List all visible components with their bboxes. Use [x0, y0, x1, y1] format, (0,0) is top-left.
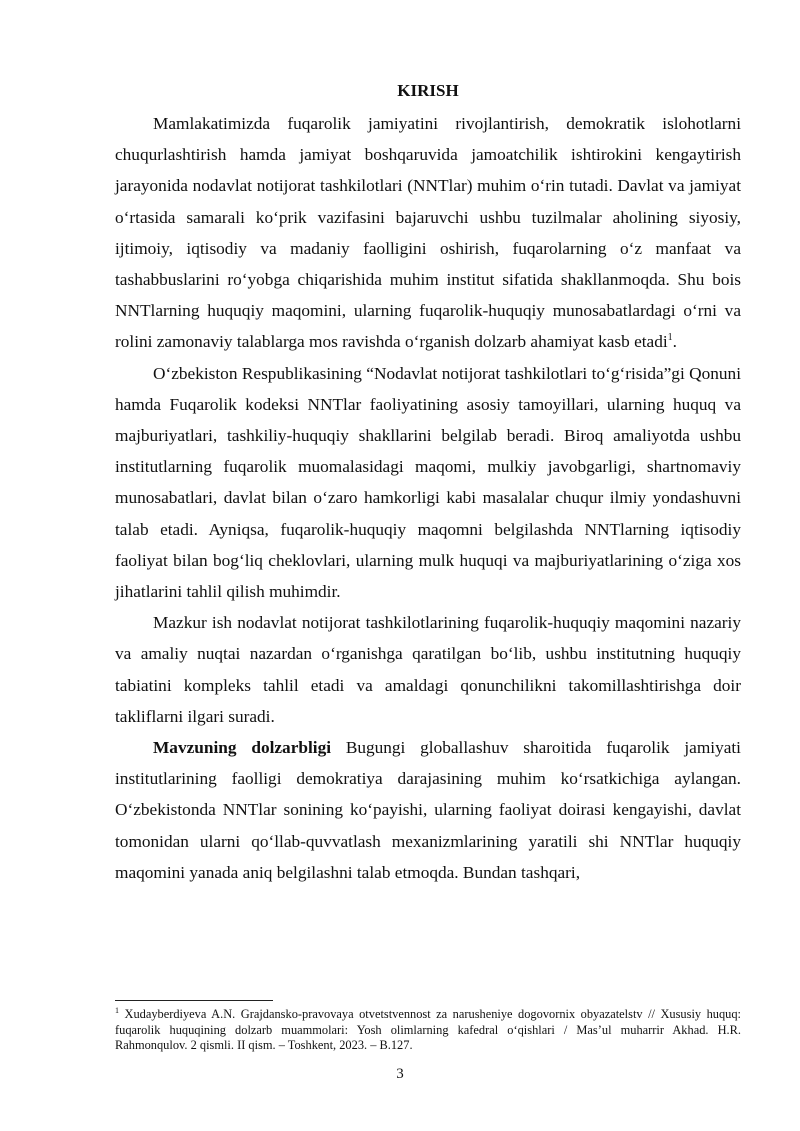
page-number: 3 [396, 1066, 404, 1082]
paragraph-intro [115, 108, 741, 358]
paragraph-purpose-text: Mazkur ish nodavlat notijorat tashkilotlarining fuqarolik-huquqiy maqomini nazariy va amaliy nuqtai nazardan o‘rganishga qaratilgan bo‘lib, ushbu institutning huquqiy tabiatini kompleks tahlil etadi va amaldagi qonunchilikni takomillashtirishga doir takliflarni ilgari suradi. [115, 613, 741, 726]
paragraph-intro-tail: . [672, 332, 677, 352]
paragraph-relevance-lead: Mavzuning dolzarbligi [153, 738, 332, 758]
section-heading: KIRISH [397, 81, 459, 100]
footnote-separator [115, 1000, 273, 1001]
paragraph-legislation-text: O‘zbekiston Respublikasining “Nodavlat notijorat tashkilotlari to‘g‘risida”gi Qonuni hamda Fuqarolik kodeksi NNTlar faoliyatining asosiy tamoyillari, ularning huquq va majburiyatlari, tashkiliy-huquqiy shakllarini belgilab beradi. Biroq amaliyotda ushbu institutlarning fuqarolik muomalasidagi maqomi, mulkiy javobgarligi, shartnomaviy munosabatlari, davlat bilan o‘zaro hamkorligi kabi masalalar chuqur ilmiy yondashuvni talab etadi. Ayniqsa, fuqarolik-huquqiy maqomni belgilashda NNTlarning iqtisodiy faoliyat bilan bog‘liq cheklovlari, ularning mulk huquqi va majburiyatlarining o‘ziga xos jihatlarini tahlil qilish muhimdir. [115, 363, 741, 602]
paragraph-relevance-text: Bugungi globallashuv sharoitida fuqarolik jamiyati institutlarining faolligi demokratiya darajasining muhim ko‘rsatkichiga aylangan. O‘zbekistonda NNTlar sonining ko‘payishi, ularning faoliyat doirasi kengayishi, davlat tomonidan ularni qo‘llab-quvvatlash mexanizmlarining yaratili shi NNTlar huquqiy maqomini yanada aniq belgilashni talab etmoqda. Bundan tashqari, [115, 738, 741, 882]
footnote-text: Xudayberdiyeva A.N. Grajdansko-pravovaya otvetstvennost za narusheniye dogovornix obyazatelstv // Xususiy huquq: fuqarolik huquqining dolzarb muammolari: Yosh olimlarning kafedral o‘qishlari / Mas’ul muharrir Akhad. H.R. Rahmonqulov. 2 qismli. II qism. – Toshkent, 2023. – B.127. [115, 1007, 741, 1053]
footnote [115, 1007, 741, 1054]
paragraph-legislation [115, 358, 741, 608]
paragraph-purpose [115, 607, 741, 732]
footnote-reference[interactable]: 1 [667, 332, 673, 344]
document-body [115, 76, 741, 888]
footnote-marker: 1 [115, 1005, 119, 1015]
paragraph-relevance [115, 732, 741, 888]
paragraph-intro-text: Mamlakatimizda fuqarolik jamiyatini rivojlantirish, demokratik islohotlarni chuqurlashtirish hamda jamiyat boshqaruvida jamoatchilik ishtirokini kengaytirish jarayonida nodavlat notijorat tashkilotlari (NNTlar) muhim o‘rin tutadi. Davlat va jamiyat o‘rtasida samarali ko‘prik vazifasini bajaruvchi ushbu tuzilmalar aholining siyosiy, ijtimoiy, iqtisodiy va madaniy faolligini oshirish, fuqarolarning o‘z manfaat va tashabbuslarini ro‘yobga chiqarishida muhim institut sifatida shakllanmoqda. Shu bois NNTlarning huquqiy maqomini, ularning fuqarolik-huquqiy munosabatlardagi o‘rni va rolini zamonaviy talablarga mos ravishda o‘rganish dolzarb ahamiyat kasb etadi [115, 114, 741, 352]
